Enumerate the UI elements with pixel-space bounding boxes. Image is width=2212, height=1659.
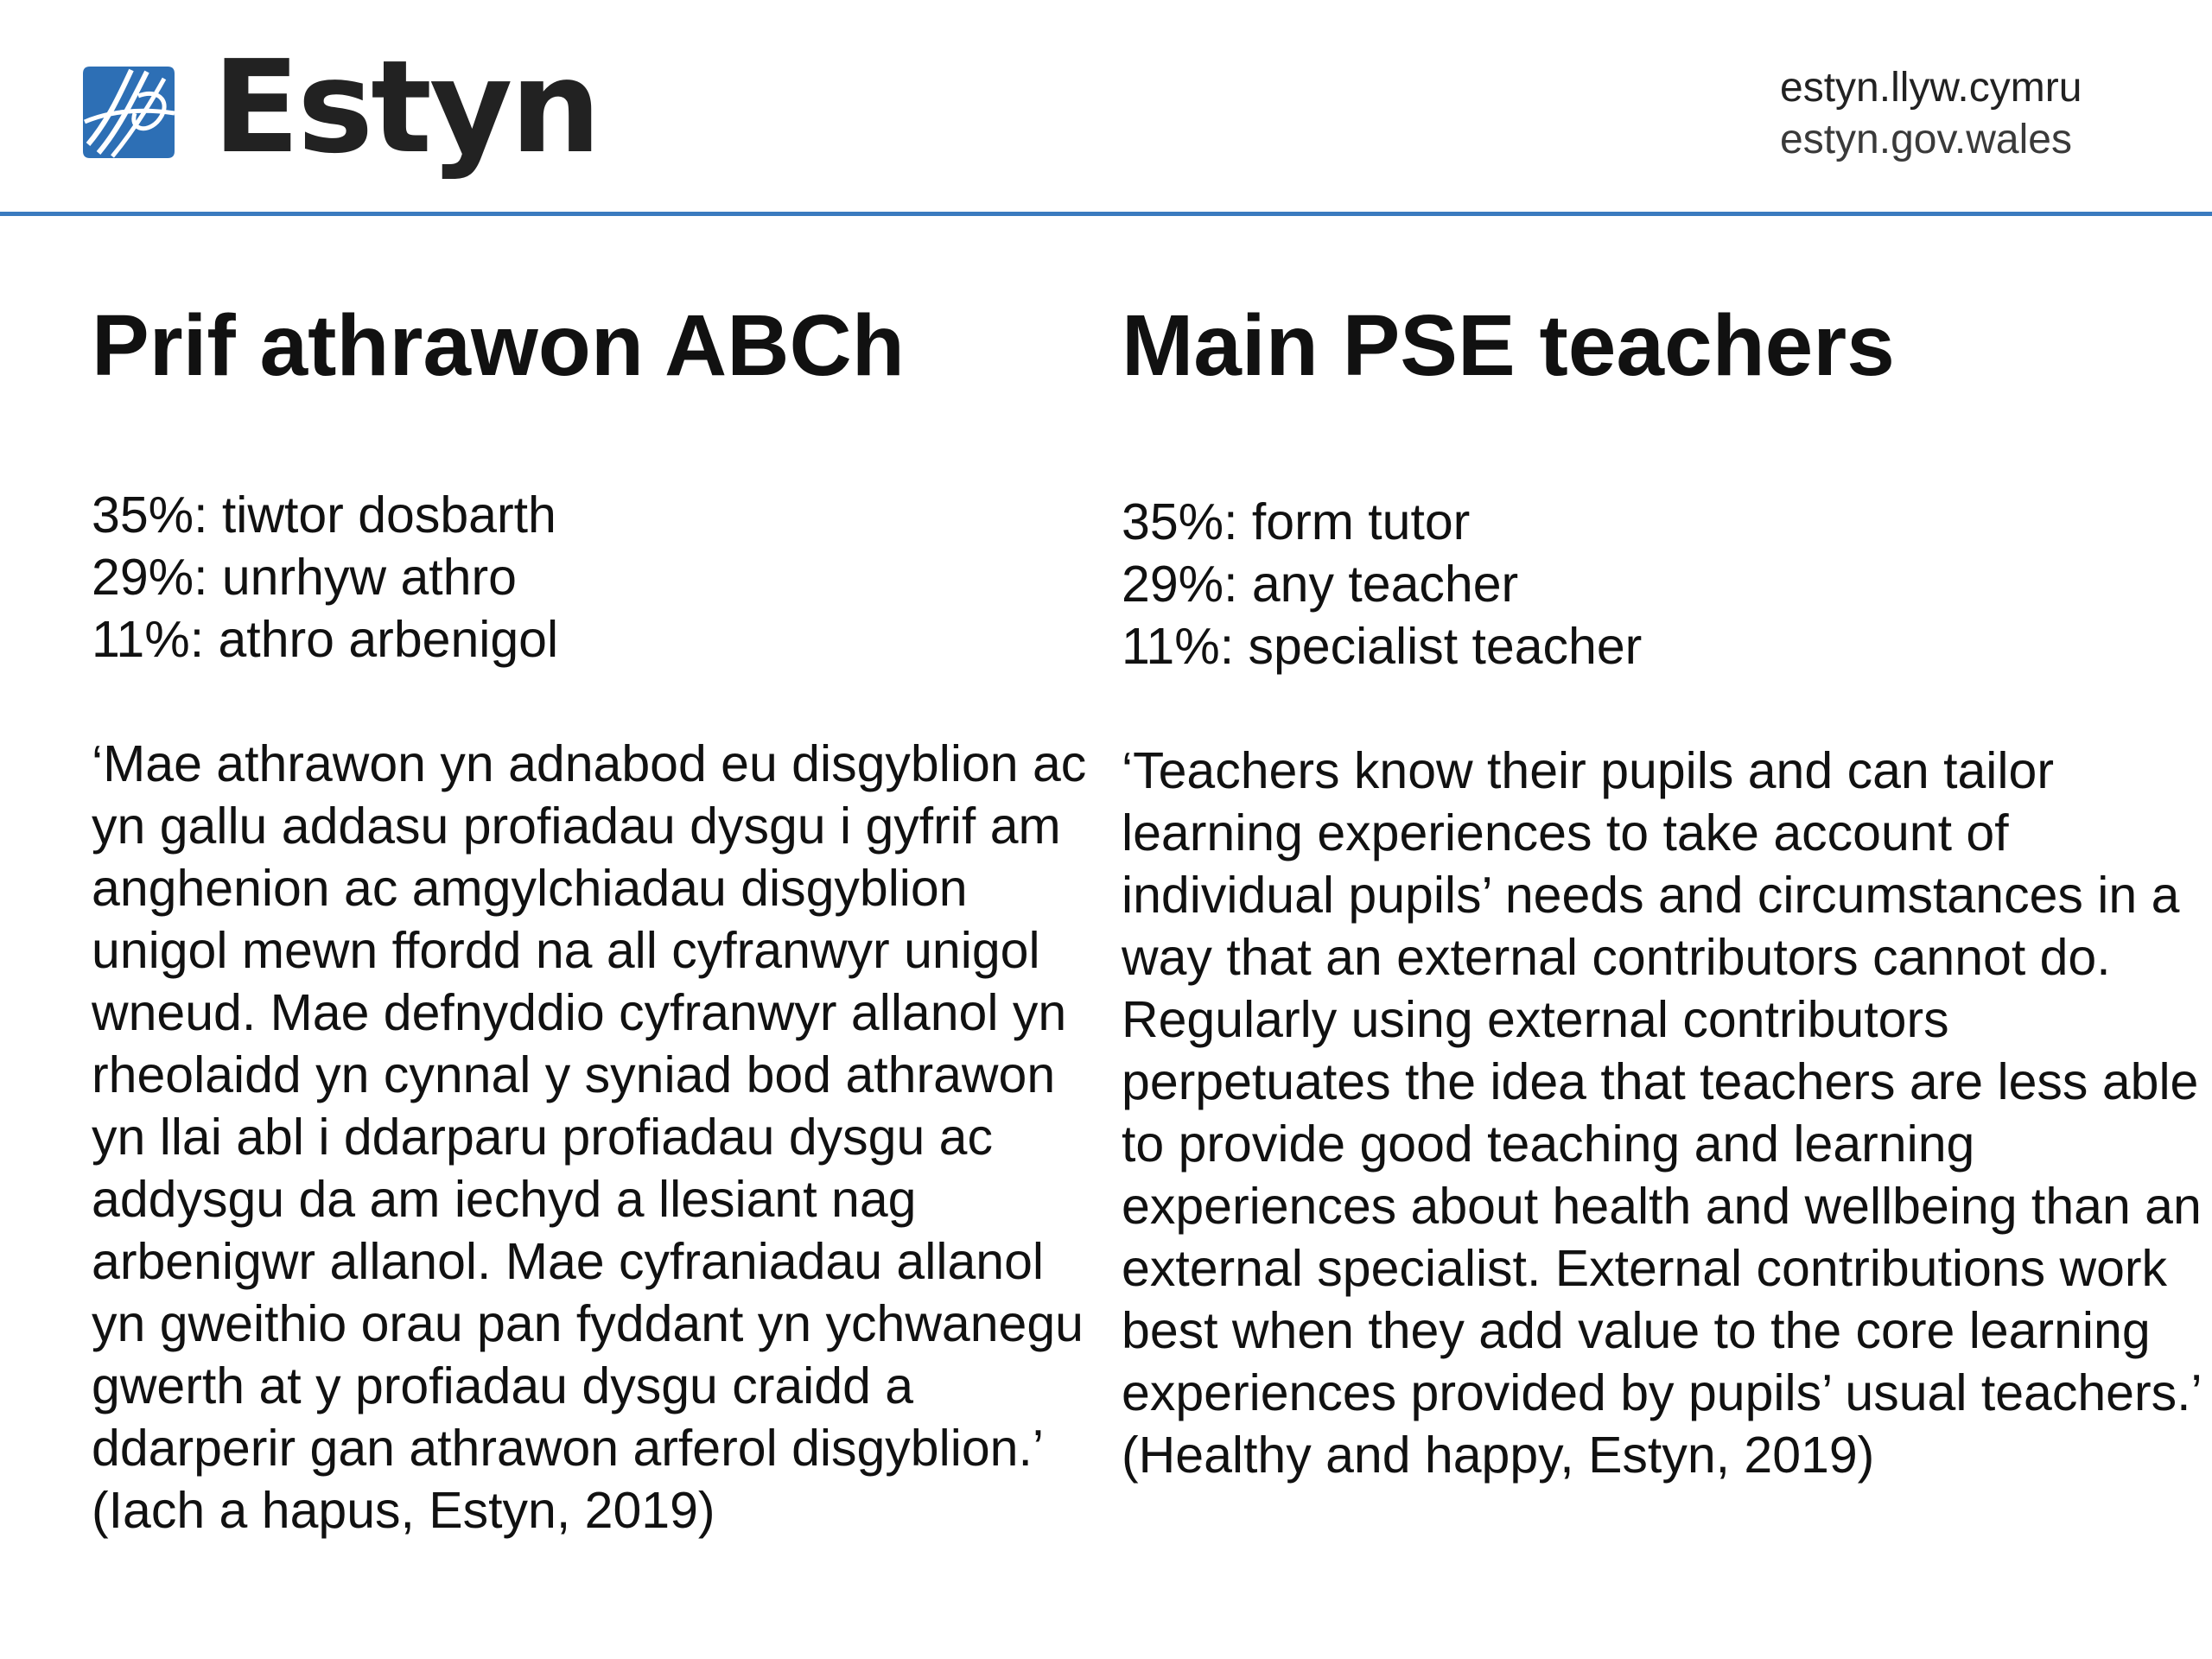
english-stat-any-teacher: 29%: any teacher (1122, 556, 1519, 613)
english-stat-specialist: 11%: specialist teacher (1122, 618, 1643, 675)
welsh-column (92, 294, 1111, 1541)
estyn-logo (78, 33, 599, 181)
welsh-title: Prif athrawon ABCh (92, 297, 905, 394)
welsh-stat-any-teacher: 29%: unrhyw athro (92, 549, 517, 606)
welsh-stat-specialist: 11%: athro arbenigol (92, 611, 559, 668)
english-column (1122, 294, 2202, 1486)
welsh-stat-form-tutor: 35%: tiwtor dosbarth (92, 486, 556, 543)
logo-wordmark: Estyn (213, 33, 599, 181)
url-welsh[interactable]: estyn.llyw.cymru (1780, 65, 2082, 111)
english-stat-form-tutor: 35%: form tutor (1122, 493, 1471, 550)
website-urls (1780, 62, 2082, 166)
welsh-stats (92, 484, 1111, 671)
estyn-logo-icon (78, 61, 180, 163)
page-header (0, 0, 2212, 216)
welsh-quote: ‘Mae athrawon yn adnabod eu disgyblion ac yn gallu addasu profiadau dysgu i gyfrif am anghenion ac amgylchiadau disgyblion unigol mewn ffordd na all cyfranwyr unigol wneud. Mae defnyddio cyfranwyr allanol yn rheolaidd yn cynnal y syniad bod athrawon yn llai abl i ddarparu profiadau dysgu ac addysgu da am iechyd a llesiant nag arbenigwr allanol. Mae cyfraniadau allanol yn gweithio orau pan fyddant yn ychwanegu gwerth at y profiadau dysgu craidd a ddarperir gan athrawon arferol disgyblion.’ (Iach a hapus, Estyn, 2019) (92, 735, 1087, 1539)
english-stats (1122, 491, 2202, 677)
english-title: Main PSE teachers (1122, 297, 1895, 394)
url-english[interactable]: estyn.gov.wales (1780, 117, 2072, 162)
english-quote: ‘Teachers know their pupils and can tailor learning experiences to take account of individual pupils’ needs and circumstances in a way that an external contributors cannot do. Regularly using external contributors perpetuates the idea that teachers are less able to provide good teaching and learning experiences about health and wellbeing than an external specialist. External contributions work best when they add value to the core learning experiences provided by pupils’ usual teachers.’ (Healthy and happy, Estyn, 2019) (1122, 742, 2202, 1484)
